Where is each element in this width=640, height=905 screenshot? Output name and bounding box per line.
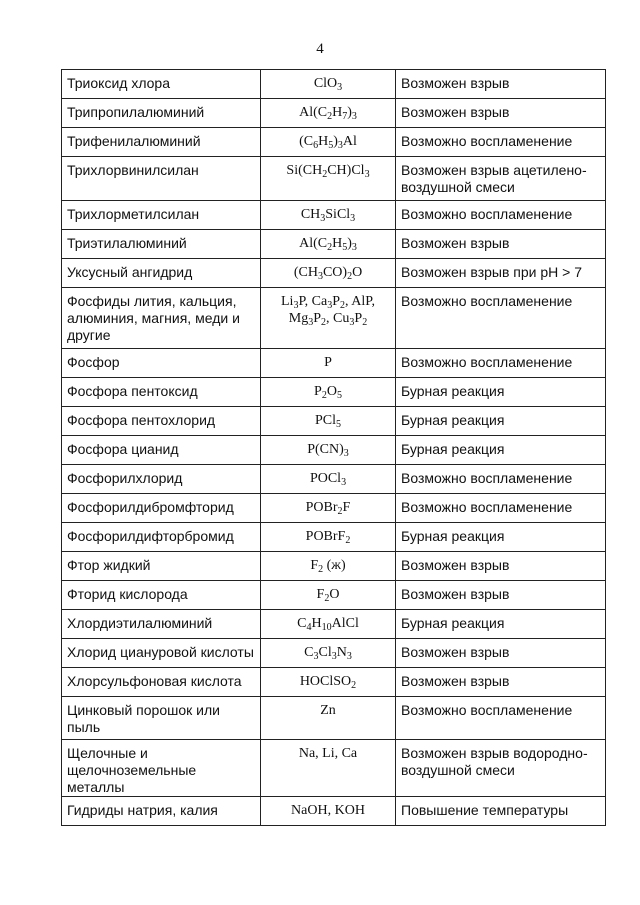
- cell-substance-name: Фторид кислорода: [62, 581, 261, 610]
- cell-hazard-note: Возможно воспламенение: [396, 494, 606, 523]
- table-row: [62, 288, 606, 349]
- table-row: [62, 128, 606, 157]
- cell-substance-name: Фосфорилдифторбромид: [62, 523, 261, 552]
- cell-substance-name: Фосфора пентохлорид: [62, 407, 261, 436]
- cell-hazard-note: Возможен взрыв: [396, 668, 606, 697]
- table-row: [62, 581, 606, 610]
- cell-formula: POBrF$_2$: [261, 523, 396, 552]
- cell-hazard-note: Возможен взрыв: [396, 581, 606, 610]
- cell-substance-name: Хлорид циануровой кислоты: [62, 639, 261, 668]
- cell-formula: POCl$_3$: [261, 465, 396, 494]
- table-row: [62, 201, 606, 230]
- cell-substance-name: Хлорсульфоновая кислота: [62, 668, 261, 697]
- cell-formula: $(CH_3CO)_2O$: [261, 259, 396, 288]
- cell-hazard-note: Возможен взрыв: [396, 99, 606, 128]
- cell-hazard-note: Возможно воспламенение: [396, 697, 606, 740]
- cell-substance-name: Уксусный ангидрид: [62, 259, 261, 288]
- table-body: [62, 70, 606, 826]
- cell-substance-name: Фосфора цианид: [62, 436, 261, 465]
- cell-hazard-note: Бурная реакция: [396, 378, 606, 407]
- cell-hazard-note: Возможен взрыв: [396, 552, 606, 581]
- cell-formula: $Al(C_2H_7)_3$: [261, 99, 396, 128]
- cell-hazard-note: Бурная реакция: [396, 407, 606, 436]
- cell-substance-name: Триоксид хлора: [62, 70, 261, 99]
- table-row: [62, 436, 606, 465]
- table-row: [62, 349, 606, 378]
- cell-formula: $P(CN)_3$: [261, 436, 396, 465]
- table-row: [62, 610, 606, 639]
- table-row: [62, 494, 606, 523]
- cell-hazard-note: Возможно воспламенение: [396, 201, 606, 230]
- cell-substance-name: Фосфор: [62, 349, 261, 378]
- cell-formula: ClO$_3$: [261, 70, 396, 99]
- cell-substance-name: Цинковый порошок или пыль: [62, 697, 261, 740]
- cell-substance-name: Гидриды натрия, калия: [62, 797, 261, 826]
- cell-formula: $C_3Cl_3N_3$: [261, 639, 396, 668]
- cell-formula: $F_2$ (ж): [261, 552, 396, 581]
- table-row: [62, 552, 606, 581]
- cell-hazard-note: Повышение температуры: [396, 797, 606, 826]
- cell-substance-name: Фосфиды лития, кальция, алюминия, магния, меди и другие: [62, 288, 261, 349]
- table-row: [62, 740, 606, 797]
- table-row: [62, 70, 606, 99]
- table-row: [62, 797, 606, 826]
- page-number: 4: [316, 41, 324, 57]
- cell-formula: $C_4H_{10}AlCl$: [261, 610, 396, 639]
- cell-substance-name: Фосфорилдибромфторид: [62, 494, 261, 523]
- cell-substance-name: Фосфорилхлорид: [62, 465, 261, 494]
- table-row: [62, 465, 606, 494]
- table-row: [62, 157, 606, 201]
- table-row: [62, 99, 606, 128]
- table-row: [62, 639, 606, 668]
- cell-hazard-note: Возможен взрыв при pH > 7: [396, 259, 606, 288]
- cell-formula: POBr$_2$F: [261, 494, 396, 523]
- cell-formula: $Si(CH_2CH)Cl_3$: [261, 157, 396, 201]
- cell-hazard-note: Бурная реакция: [396, 436, 606, 465]
- cell-formula: HOClSO$_2$: [261, 668, 396, 697]
- cell-hazard-note: Возможно воспламенение: [396, 349, 606, 378]
- cell-formula: PCl$_5$: [261, 407, 396, 436]
- cell-formula: $(C_6H_5)_3Al$: [261, 128, 396, 157]
- cell-substance-name: Щелочные и щелочноземельные металлы: [62, 740, 261, 797]
- cell-hazard-note: Возможен взрыв водородно-воздушной смеси: [396, 740, 606, 797]
- cell-substance-name: Фосфора пентоксид: [62, 378, 261, 407]
- cell-formula: $F_2O$: [261, 581, 396, 610]
- cell-substance-name: Трихлорметилсилан: [62, 201, 261, 230]
- cell-formula: P: [261, 349, 396, 378]
- cell-formula: $Al(C_2H_5)_3$: [261, 230, 396, 259]
- cell-hazard-note: Возможен взрыв: [396, 639, 606, 668]
- cell-formula: $CH_3SiCl_3$: [261, 201, 396, 230]
- cell-formula: Na, Li, Ca: [261, 740, 396, 797]
- cell-hazard-note: Возможен взрыв ацетилено-воздушной смеси: [396, 157, 606, 201]
- cell-formula: $Li_3P$, $Ca_3P_2$, AlP, $Mg_3P_2$, $Cu_3P_2$: [261, 288, 396, 349]
- cell-substance-name: Хлордиэтилалюминий: [62, 610, 261, 639]
- cell-substance-name: Трихлорвинилсилан: [62, 157, 261, 201]
- hazard-table: [61, 69, 606, 826]
- cell-hazard-note: Возможно воспламенение: [396, 128, 606, 157]
- table-row: [62, 697, 606, 740]
- cell-substance-name: Триэтилалюминий: [62, 230, 261, 259]
- table-row: [62, 378, 606, 407]
- cell-hazard-note: Бурная реакция: [396, 523, 606, 552]
- table-row: [62, 668, 606, 697]
- cell-hazard-note: Возможно воспламенение: [396, 288, 606, 349]
- cell-formula: NaOH, KOH: [261, 797, 396, 826]
- table-row: [62, 407, 606, 436]
- table-row: [62, 259, 606, 288]
- cell-formula: $P_2O_5$: [261, 378, 396, 407]
- cell-formula: Zn: [261, 697, 396, 740]
- cell-hazard-note: Бурная реакция: [396, 610, 606, 639]
- cell-hazard-note: Возможен взрыв: [396, 230, 606, 259]
- cell-substance-name: Трипропилалюминий: [62, 99, 261, 128]
- cell-substance-name: Фтор жидкий: [62, 552, 261, 581]
- table-row: [62, 523, 606, 552]
- cell-hazard-note: Возможен взрыв: [396, 70, 606, 99]
- table-row: [62, 230, 606, 259]
- cell-substance-name: Трифенилалюминий: [62, 128, 261, 157]
- cell-hazard-note: Возможно воспламенение: [396, 465, 606, 494]
